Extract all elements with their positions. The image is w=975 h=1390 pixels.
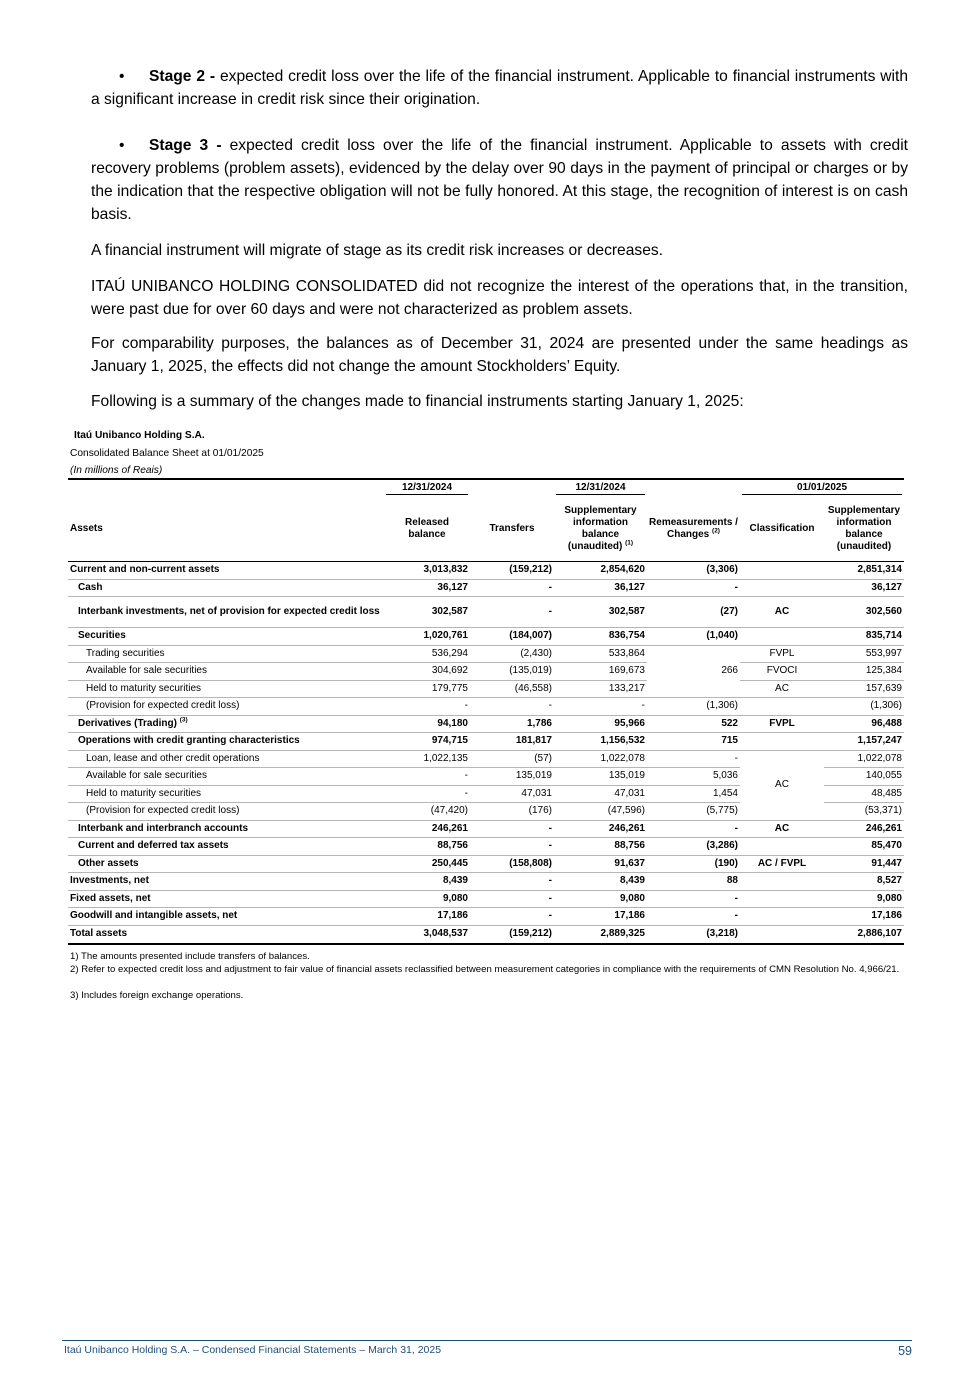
released-value: 246,261 [384, 820, 470, 838]
transfers-header: Transfers [470, 497, 554, 562]
transfers-value: 47,031 [470, 785, 554, 803]
remeas-value: - [647, 750, 740, 768]
remeas-value: 266 [647, 645, 740, 698]
supp2-value: 1,022,078 [824, 750, 904, 768]
remeas-value: - [647, 890, 740, 908]
supp1-value: 133,217 [554, 680, 647, 698]
supp1-value: 17,186 [554, 908, 647, 926]
transfers-value: - [470, 908, 554, 926]
transfers-value: 135,019 [470, 768, 554, 786]
note-ref: (1) [625, 539, 634, 547]
table-date-row [68, 479, 904, 497]
supp2-value: 85,470 [824, 838, 904, 856]
page-number: 59 [898, 1344, 912, 1358]
transfers-value: (159,212) [470, 925, 554, 944]
classification-value: FVOCI [740, 663, 824, 681]
table-unit: (In millions of Reais) [70, 465, 163, 476]
row-label: (Provision for expected credit loss) [68, 803, 384, 821]
transfers-value: - [470, 698, 554, 716]
supp1-value: 8,439 [554, 873, 647, 891]
table-row [68, 733, 904, 751]
released-value: 8,439 [384, 873, 470, 891]
row-label: Securities [68, 628, 384, 646]
supp1-value: (47,596) [554, 803, 647, 821]
released-value: 88,756 [384, 838, 470, 856]
classification-value [740, 890, 824, 908]
supp2-value: 302,560 [824, 597, 904, 628]
remeas-value: 88 [647, 873, 740, 891]
supp1-value: 302,587 [554, 597, 647, 628]
remeas-value: (27) [647, 597, 740, 628]
table-row [68, 680, 904, 698]
released-value: 1,020,761 [384, 628, 470, 646]
table-row [68, 597, 904, 628]
classification-value: AC [740, 597, 824, 628]
supp2-value: 9,080 [824, 890, 904, 908]
supp1-value: 1,156,532 [554, 733, 647, 751]
footnote-2: 2) Refer to expected credit loss and adjustment to fair value of financial assets reclassified between measurement categories in compliance with the requirements of CMN Resolution No. 4,966/21. [70, 964, 900, 975]
transfers-value: (184,007) [470, 628, 554, 646]
row-label: Investments, net [68, 873, 384, 891]
released-value: 974,715 [384, 733, 470, 751]
supp1-value: 135,019 [554, 768, 647, 786]
supp2-value: (1,306) [824, 698, 904, 716]
remeas-value: 715 [647, 733, 740, 751]
stage3-label: Stage 3 - [149, 137, 222, 154]
transfers-value: (2,430) [470, 645, 554, 663]
classification-value [740, 908, 824, 926]
table-row [68, 562, 904, 580]
supp2-value: 553,997 [824, 645, 904, 663]
row-label: Cash [68, 579, 384, 597]
supp2-header: Supplementary information balance (unaudited) [824, 497, 904, 562]
supp1-value: 1,022,078 [554, 750, 647, 768]
supp1-value: 2,854,620 [554, 562, 647, 580]
row-label: Available for sale securities [68, 663, 384, 681]
transfers-value: - [470, 873, 554, 891]
row-label: Total assets [68, 925, 384, 944]
stage2-label: Stage 2 - [149, 68, 216, 85]
supp1-value: 533,864 [554, 645, 647, 663]
supp2-value: 2,886,107 [824, 925, 904, 944]
supp1-value: 9,080 [554, 890, 647, 908]
table-company: Itaú Unibanco Holding S.A. [74, 430, 205, 441]
released-value: (47,420) [384, 803, 470, 821]
row-label: Derivatives (Trading) $^{(3)}$ [68, 715, 384, 733]
row-label: Loan, lease and other credit operations [68, 750, 384, 768]
transfers-value: (135,019) [470, 663, 554, 681]
classification-value: FVPL [740, 715, 824, 733]
table-row [68, 838, 904, 856]
released-value: 536,294 [384, 645, 470, 663]
supp2-value: 246,261 [824, 820, 904, 838]
stage3-body: expected credit loss over the life of the financial instrument. Applicable to assets with credit recovery problems (problem assets), evidenced by the delay over 90 days in the payment of principal or charges or by the indication that the respective obligation will not be fully honored. At this stage, the recognition of interest is on cash basis. [91, 137, 909, 223]
supp1-value: 2,889,325 [554, 925, 647, 944]
transfers-value: 1,786 [470, 715, 554, 733]
released-value: 304,692 [384, 663, 470, 681]
transfers-value: (158,808) [470, 855, 554, 873]
released-value: 17,186 [384, 908, 470, 926]
released-value: 3,013,832 [384, 562, 470, 580]
row-label: Held to maturity securities [68, 785, 384, 803]
footer-text: Itaú Unibanco Holding S.A. – Condensed Financial Statements – March 31, 2025 [64, 1344, 442, 1356]
released-value: - [384, 785, 470, 803]
table-row [68, 890, 904, 908]
remeas-value: - [647, 820, 740, 838]
row-label: Current and non-current assets [68, 562, 384, 580]
supp2-value: 96,488 [824, 715, 904, 733]
released-value: 302,587 [384, 597, 470, 628]
transfers-value: (176) [470, 803, 554, 821]
table-row [68, 908, 904, 926]
transfers-value: (46,558) [470, 680, 554, 698]
supp1-value: 169,673 [554, 663, 647, 681]
date-header: 12/31/2024 [556, 482, 645, 495]
supp2-value: 48,485 [824, 785, 904, 803]
note-ref: (3) [179, 716, 188, 724]
remeas-value: (3,306) [647, 562, 740, 580]
released-value: 3,048,537 [384, 925, 470, 944]
table-title: Consolidated Balance Sheet at 01/01/2025 [70, 448, 264, 459]
table-row [68, 820, 904, 838]
remeas-value: - [647, 579, 740, 597]
following-paragraph: Following is a summary of the changes made to financial instruments starting January 1, 2025: [91, 393, 744, 410]
date-header: 12/31/2024 [386, 482, 468, 495]
remeas-value: (1,306) [647, 698, 740, 716]
supp2-value: 140,055 [824, 768, 904, 786]
row-label: Interbank investments, net of provision for expected credit loss [68, 597, 384, 628]
supp2-value: 91,447 [824, 855, 904, 873]
row-label: Operations with credit granting characteristics [68, 733, 384, 751]
table-row [68, 750, 904, 768]
itau-paragraph: ITAÚ UNIBANCO HOLDING CONSOLIDATED did not recognize the interest of the operations that, in the transition, were past due for over 60 days and were not characterized as problem assets. [91, 278, 908, 318]
remeas-value: (1,040) [647, 628, 740, 646]
classification-value: AC / FVPL [740, 855, 824, 873]
released-value: 94,180 [384, 715, 470, 733]
table-row [68, 855, 904, 873]
released-value: 1,022,135 [384, 750, 470, 768]
remeas-value: (3,286) [647, 838, 740, 856]
table-row [68, 579, 904, 597]
row-label: Fixed assets, net [68, 890, 384, 908]
released-value: 250,445 [384, 855, 470, 873]
supp1-value: 95,966 [554, 715, 647, 733]
supp2-value: 8,527 [824, 873, 904, 891]
released-header: Released balance [384, 497, 470, 562]
classification-value [740, 838, 824, 856]
remeas-value: 5,036 [647, 768, 740, 786]
classification-value: AC [740, 820, 824, 838]
table-row [68, 628, 904, 646]
classification-header: Classification [740, 497, 824, 562]
remeas-value: (3,218) [647, 925, 740, 944]
remeas-value: (190) [647, 855, 740, 873]
stage3-paragraph [91, 134, 908, 226]
row-label: Trading securities [68, 645, 384, 663]
classification-value [740, 733, 824, 751]
classification-value [740, 579, 824, 597]
supp1-header: Supplementary information balance (unaudited) $^{(1)}$ [554, 497, 647, 562]
row-label: Goodwill and intangible assets, net [68, 908, 384, 926]
date-header: 01/01/2025 [742, 482, 902, 495]
table-row [68, 698, 904, 716]
supp2-value: 835,714 [824, 628, 904, 646]
remeas-value: 522 [647, 715, 740, 733]
row-label: Current and deferred tax assets [68, 838, 384, 856]
transfers-value: - [470, 820, 554, 838]
table-row [68, 873, 904, 891]
note-ref: (2) [712, 527, 720, 535]
classification-value [740, 873, 824, 891]
balance-sheet-table [68, 478, 904, 945]
transfers-value: (159,212) [470, 562, 554, 580]
supp1-value: 88,756 [554, 838, 647, 856]
supp1-value: 36,127 [554, 579, 647, 597]
remeas-value: (5,775) [647, 803, 740, 821]
transfers-value: - [470, 838, 554, 856]
supp1-value: 91,637 [554, 855, 647, 873]
remeas-value: - [647, 908, 740, 926]
supp2-value: 2,851,314 [824, 562, 904, 580]
released-value: - [384, 698, 470, 716]
supp2-value: 17,186 [824, 908, 904, 926]
classification-value [740, 925, 824, 944]
assets-header: Assets [68, 497, 384, 562]
classification-value: AC [740, 750, 824, 820]
remeas-header: Remeasurements / Changes $^{(2)}$ [647, 497, 740, 562]
transfers-value: 181,817 [470, 733, 554, 751]
supp2-value: 36,127 [824, 579, 904, 597]
supp1-value: 836,754 [554, 628, 647, 646]
supp2-value: 157,639 [824, 680, 904, 698]
stage2-body: expected credit loss over the life of the financial instrument. Applicable to financial instruments with a significant increase in credit risk since their origination. [91, 68, 909, 108]
classification-value [740, 698, 824, 716]
released-value: - [384, 768, 470, 786]
transfers-value: - [470, 890, 554, 908]
row-label: (Provision for expected credit loss) [68, 698, 384, 716]
row-label: Interbank and interbranch accounts [68, 820, 384, 838]
supp2-value: 125,384 [824, 663, 904, 681]
comparability-paragraph: For comparability purposes, the balances as of December 31, 2024 are presented under the same headings as January 1, 2025, the effects did not change the amount Stockholders’ Equity. [91, 335, 908, 375]
footnote-1: 1) The amounts presented include transfers of balances. [70, 951, 310, 962]
remeas-value: 1,454 [647, 785, 740, 803]
supp2-value: (53,371) [824, 803, 904, 821]
classification-value [740, 628, 824, 646]
classification-value [740, 562, 824, 580]
table-total-row [68, 925, 904, 944]
bullet-icon: • [119, 137, 125, 154]
stage2-paragraph [91, 65, 908, 111]
row-label: Held to maturity securities [68, 680, 384, 698]
released-value: 36,127 [384, 579, 470, 597]
table-row [68, 663, 904, 681]
supp1-value: 47,031 [554, 785, 647, 803]
classification-value: AC [740, 680, 824, 698]
table-row [68, 645, 904, 663]
released-value: 179,775 [384, 680, 470, 698]
classification-value: FVPL [740, 645, 824, 663]
footnote-3: 3) Includes foreign exchange operations. [70, 990, 244, 1001]
supp1-value: 246,261 [554, 820, 647, 838]
row-label: Other assets [68, 855, 384, 873]
released-value: 9,080 [384, 890, 470, 908]
supp1-value: - [554, 698, 647, 716]
transfers-value: - [470, 579, 554, 597]
row-label: Available for sale securities [68, 768, 384, 786]
bullet-icon: • [119, 68, 125, 85]
transfers-value: (57) [470, 750, 554, 768]
transfers-value: - [470, 597, 554, 628]
migrate-paragraph: A financial instrument will migrate of stage as its credit risk increases or decreases. [91, 242, 664, 259]
supp2-value: 1,157,247 [824, 733, 904, 751]
table-column-header-row [68, 497, 904, 562]
table-row [68, 715, 904, 733]
footer-divider [62, 1340, 912, 1341]
